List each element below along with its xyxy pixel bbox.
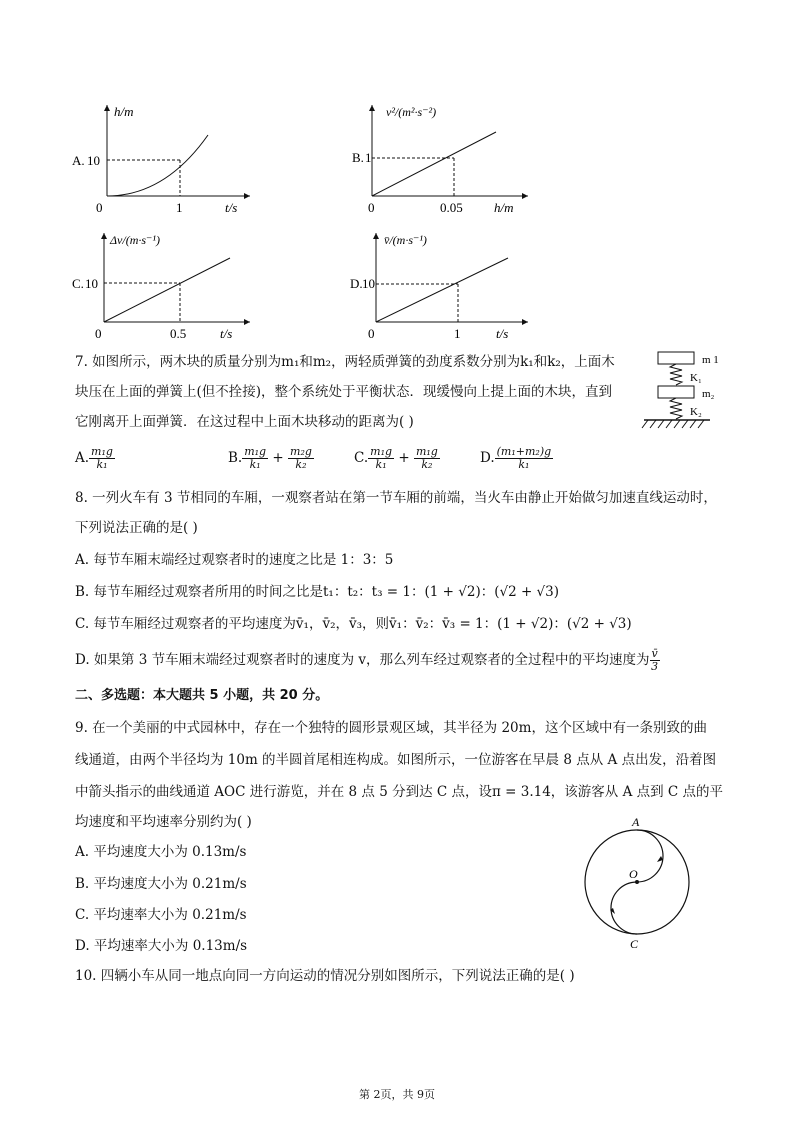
q7-option-d: D. $\frac{\text{(m₁+m₂)g}}{\text{k₁}}$ [480,445,552,471]
graph-d-xlabel: t/s [496,326,509,341]
line-b [372,132,496,196]
graph-d-label: D. [350,276,363,291]
fig-point-o: O [629,867,638,881]
q7-line2: 块压在上面的弹簧上(但不拴接)，整个系统处于平衡状态．现缓慢向上提上面的木块，直到 [75,384,613,400]
q9-line3: 中箭头指示的曲线通道 AOC 进行游览，并在 8 点 5 分到达 C 点，设π = 3.14，该游客从 A 点到 C 点的平 [75,784,724,800]
q8-option-c: C. 每节车厢经过观察者的平均速度为v̄₁，v̄₂，v̄₃，则v̄₁：v̄₂：v̄₃ = 1：(1 + √2)：(√2 + √3) [75,616,632,632]
curve-a [107,135,208,196]
q9-option-c: C. 平均速率大小为 0.21m/s [75,907,247,923]
page-footer: 第 2页，共 9页 [359,1088,435,1101]
graph-a-xtick: 1 [176,200,183,215]
graph-a-label: A. [72,153,85,168]
q7-option-c: C. $\frac{\text{m₁g}}{\text{k₁}}$ + $\frac{\text{m₁g}}{\text{k₂}}$ [354,445,438,471]
graph-c-xtick: 0.5 [170,326,187,341]
fig-point-c: C [630,937,639,951]
q9-option-a: A. 平均速度大小为 0.13m/s [75,844,247,860]
graph-a-xlabel: t/s [225,200,238,215]
circle-path-figure [575,812,705,952]
graph-d-ytick: 10 [362,276,375,291]
q8-line1: 8. 一列火车有 3 节相同的车厢，一观察者站在第一节车厢的前端，当火车由静止开始做匀加速直线运动时， [75,490,717,506]
graph-c-origin: 0 [95,326,102,341]
graph-b-ylabel: v²/(m²·s⁻²) [386,105,437,119]
graph-c-label: C. [72,276,84,291]
q9-line2: 线通道，由两个半径均为 10m 的半圆首尾相连构成。如图所示，一位游客在早晨 8 点从 A 点出发，沿着图 [75,752,717,768]
graph-b-xlabel: h/m [494,200,514,215]
fig-k2: K₂ [690,406,702,418]
q9-option-d: D. 平均速率大小为 0.13m/s [75,938,248,954]
spring-figure [640,348,730,440]
q10-line1: 10. 四辆小车从同一地点向同一方向运动的情况分别如图所示，下列说法正确的是( ) [75,968,575,984]
q7-option-a: A. $\frac{\text{m₁g}}{\text{k₁}}$ [75,445,113,471]
graph-a-origin: 0 [96,200,103,215]
q7-option-b: B. $\frac{\text{m₁g}}{\text{k₁}}$ + $\frac{\text{m₂g}}{\text{k₂}}$ [228,445,312,471]
graph-b-xtick: 0.05 [440,200,463,215]
q9-line4: 均速度和平均速率分别约为( ) [75,814,252,830]
graph-a-ylabel: h/m [114,104,134,119]
q9-line1: 9. 在一个美丽的中式园林中，存在一个独特的圆形景观区域，其半径为 20m，这个区域中有一条别致的曲 [75,720,707,736]
graph-c-xlabel: t/s [220,326,233,341]
fig-m2: m₂ [702,388,715,400]
graph-d [348,228,548,348]
graph-b [348,100,548,220]
graph-d-origin: 0 [368,326,375,341]
graph-d-ylabel: v̄/(m·s⁻¹) [384,233,427,247]
fig-point-a: A [632,815,640,829]
graph-c-ylabel: Δv/(m·s⁻¹) [110,233,160,247]
line-d [376,258,508,322]
graph-a-ytick: 10 [87,153,100,168]
line-c [104,258,230,322]
graph-b-origin: 0 [368,200,375,215]
q7-line1: 7. 如图所示，两木块的质量分别为m₁和m₂，两轻质弹簧的劲度系数分别为k₁和k₂，上面木 [75,354,615,370]
q9-option-b: B. 平均速度大小为 0.21m/s [75,876,247,892]
graph-b-ytick: 1 [365,150,372,165]
q8-option-a: A. 每节车厢末端经过观察者时的速度之比是 1：3：5 [75,552,394,568]
graph-c [70,228,270,348]
graph-a [70,100,270,220]
graph-b-label: B. [352,150,364,165]
graph-d-xtick: 1 [454,326,461,341]
q8-line2: 下列说法正确的是( ) [75,520,198,536]
graph-c-ytick: 10 [85,276,98,291]
section-heading: 二、多选题：本大题共 5 小题，共 20 分。 [75,688,329,703]
fig-m1: m 1 [702,354,719,366]
fig-k1: K₁ [690,372,702,384]
q8-option-b: B. 每节车厢经过观察者所用的时间之比是t₁：t₂：t₃ = 1：(1 + √2)：(√2 + √3) [75,584,560,600]
q7-line3: 它刚离开上面弹簧．在这过程中上面木块移动的距离为( ) [75,414,414,430]
q8-option-d: D. 如果第 3 节车厢末端经过观察者时的速度为 v，那么列车经过观察者的全过程中的平均速度为 $\frac{v̄}{3}$ [75,647,659,673]
